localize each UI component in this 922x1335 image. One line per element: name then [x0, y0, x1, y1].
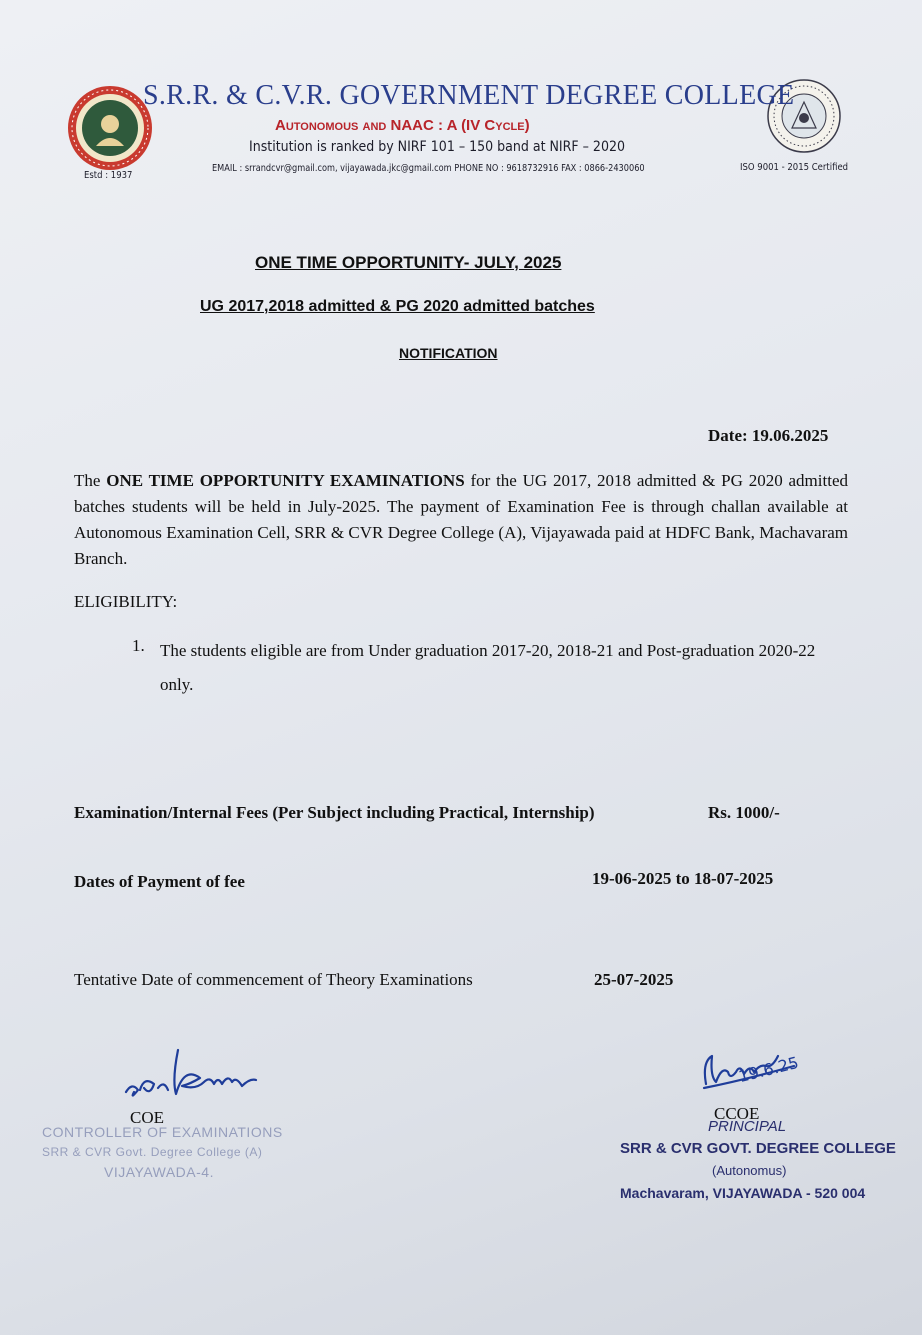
accreditation-line: Autonomous and NAAC : A (IV Cycle)	[275, 117, 530, 134]
principal-stamp-line: PRINCIPAL	[708, 1118, 787, 1135]
principal-stamp	[620, 1116, 896, 1204]
ranking-line: Institution is ranked by NIRF 101 – 150 band at NIRF – 2020	[249, 139, 625, 155]
eligibility-item-text: The students eligible are from Under graduation 2017-20, 2018-21 and Post-graduation 2020-22 only.	[160, 641, 816, 694]
college-seal-logo	[66, 84, 154, 172]
notice-subtitle: UG 2017,2018 admitted & PG 2020 admitted batches	[200, 298, 595, 315]
fee-value: Rs. 1000/-	[708, 803, 780, 822]
principal-stamp-line: SRR & CVR GOVT. DEGREE COLLEGE	[620, 1140, 896, 1157]
coe-stamp-line: SRR & CVR Govt. Degree College (A)	[42, 1145, 263, 1159]
coe-stamp-line: VIJAYAWADA-4.	[104, 1164, 214, 1180]
ccoe-designation: CCOE	[714, 1104, 760, 1123]
coe-stamp	[42, 1122, 283, 1182]
iso-certification: ISO 9001 - 2015 Certified	[740, 162, 849, 173]
tentative-date-label: Tentative Date of commencement of Theory Examinations	[74, 970, 473, 989]
notification-heading: NOTIFICATION	[399, 345, 498, 361]
notice-title: ONE TIME OPPORTUNITY- JULY, 2025	[255, 253, 562, 272]
notice-paragraph	[74, 468, 848, 572]
principal-stamp-line: (Autonomus)	[712, 1163, 787, 1178]
para-rest: for the UG 2017, 2018 admitted & PG 2020 admitted batches students will be held in July-2025. The payment of Examination Fee is through challan available at Autonomous Examination Cell, SRR & CVR Degree College (A), Vijayawada paid at HDFC Bank, Machavaram Branch.	[74, 471, 848, 568]
contact-line: EMAIL : srrandcvr@gmail.com, vijayawada.jkc@gmail.com PHONE NO : 9618732916 FAX : 0866-2430060	[212, 163, 645, 174]
tentative-date-value: 25-07-2025	[594, 970, 674, 989]
notice-date: Date: 19.06.2025	[708, 426, 829, 445]
payment-dates-label: Dates of Payment of fee	[74, 872, 245, 891]
principal-stamp-line: Machavaram, VIJAYAWADA - 520 004	[620, 1185, 866, 1201]
para-bold: ONE TIME OPPORTUNITY EXAMINATIONS	[106, 471, 465, 490]
coe-signature	[118, 1040, 278, 1110]
payment-dates-value: 19-06-2025 to 18-07-2025	[592, 869, 774, 888]
college-name: S.R.R. & C.V.R. GOVERNMENT DEGREE COLLEGE	[143, 80, 795, 111]
established-year: Estd : 1937	[84, 170, 133, 181]
coe-designation: COE	[130, 1108, 164, 1127]
fee-label: Examination/Internal Fees (Per Subject including Practical, Internship)	[74, 803, 595, 822]
eligibility-label: ELIGIBILITY:	[74, 592, 178, 611]
eligibility-item-number: 1.	[132, 636, 145, 655]
coe-stamp-line: CONTROLLER OF EXAMINATIONS	[42, 1124, 283, 1140]
principal-signature-date: 19.6.25	[736, 1052, 801, 1087]
para-prefix: The	[74, 471, 107, 490]
